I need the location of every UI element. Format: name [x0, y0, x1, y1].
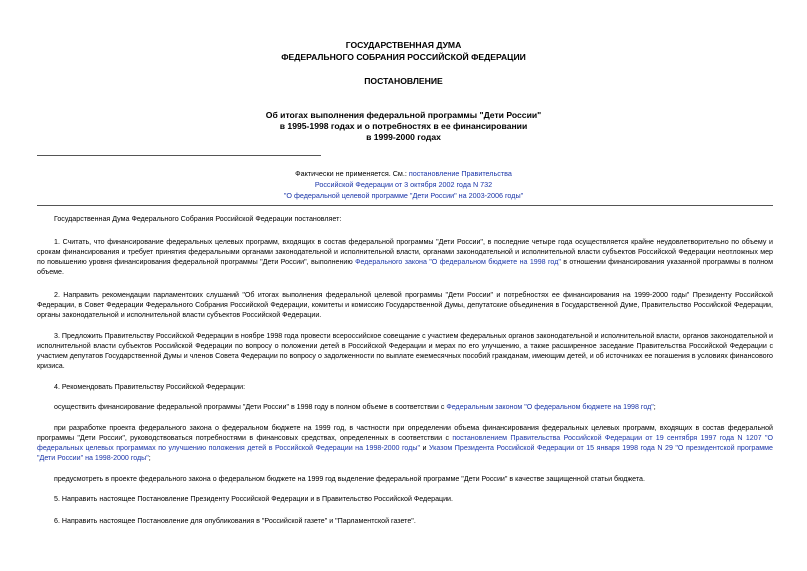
- issuer-line-1: ГОСУДАРСТВЕННАЯ ДУМА: [345, 40, 462, 50]
- status-note-link[interactable]: "О федеральной целевой программе "Дети России" на 2003-2006 годы": [283, 191, 524, 200]
- title-line-3: в 1999-2000 годах: [366, 132, 441, 142]
- government-resolution-link[interactable]: постановлением Правительства Российской Федерации от 19 сентября 1997 года N 1207 "О федеральных целевых программах по улучшению положения детей в Российской Федерации на 1998-2000 годы": [37, 434, 773, 452]
- paragraph-4a: осуществить финансирование федеральной программы "Дети России" в 1998 году в полном объеме в соответствии с Федеральным законом "О федеральном бюджете на 1998 год";: [54, 403, 656, 411]
- title-line-2: в 1995-1998 годах и о потребностях в ее финансировании: [279, 121, 528, 131]
- paragraph-6: 6. Направить настоящее Постановление для опубликования в "Российской газете" и "Парламентской газете".: [54, 517, 416, 525]
- paragraph-1: 1. Считать, что финансирование федеральных целевых программ, входящих в состав федеральной программы "Дети России", в последние четыре года осуществляется крайне неудовлетворительно по объему и срокам финансирования и требует принятия федеральными органами законодательной и исполнительной власти, органами законодательной и исполнительной власти субъектов Российской Федерации неотложных мер по повышению уровня финансирования федеральной программы "Дети России", выполнению Федерального закона "О федеральном бюджете на 1998 год" в отношении финансирования указанной программы в полном объеме.: [37, 238, 773, 276]
- federal-law-link[interactable]: Федеральным законом "О федеральном бюджете на 1998 год": [446, 403, 654, 411]
- issuer-line-2: ФЕДЕРАЛЬНОГО СОБРАНИЯ РОССИЙСКОЙ ФЕДЕРАЦИИ: [281, 52, 526, 62]
- status-note-prefix: Фактически не применяется. См.:: [295, 169, 409, 178]
- status-note-line-3: [0, 191, 807, 201]
- federal-law-link[interactable]: Федерального закона "О федеральном бюджете на 1998 год": [355, 258, 561, 266]
- status-note-link[interactable]: постановление Правительства: [408, 169, 512, 178]
- separator-line-full: [37, 205, 773, 206]
- status-note-link[interactable]: Российской Федерации от 3 октября 2002 года N 732: [314, 180, 493, 189]
- status-note-line-2: [0, 180, 807, 190]
- intro-paragraph: Государственная Дума Федерального Собрания Российской Федерации постановляет:: [54, 215, 342, 223]
- paragraph-4b: при разработке проекта федерального закона о федеральном бюджете на 1999 год, в частности при определении объема финансирования федеральных целевых программ, входящих в состав федеральной программы "Дети России", руководствоваться потребностями в финансовых средствах, определенных в соответствии с постановлением Правительства Российской Федерации от 19 сентября 1997 года N 1207 "О федеральных целевых программах по улучшению положения детей в Российской Федерации на 1998-2000 годы" и Указом Президента Российской Федерации от 15 января 1998 года N 29 "О президентской программе "Дети России" на 1998-2000 годы";: [37, 424, 773, 462]
- paragraph-3: 3. Предложить Правительству Российской Федерации в ноябре 1998 года провести всероссийское совещание с участием федеральных органов законодательной и исполнительной власти, органов законодательной и исполнительной власти субъектов Российской Федерации по вопросу о положении детей в Российской Федерации и мерах по его улучшению, а также расширенное заседание Правительства Российской Федерации с участием депутатов Государственной Думы и членов Совета Федерации по вопросу о задолженности по выплате ежемесячных пособий гражданам, имеющим детей, и об источниках ее погашения в условиях финансового кризиса.: [37, 332, 773, 370]
- separator-line: [37, 155, 321, 156]
- status-note-line-1: [0, 169, 807, 179]
- paragraph-2: 2. Направить рекомендации парламентских слушаний "Об итогах выполнения федеральной целевой программы "Дети России" и потребностях ее финансирования на 1999-2000 годы" Президенту Российской Федерации, в Совет Федерации Федерального Собрания Российской Федерации, комитеты и комиссию Государственной Думы, депутатские объединения в Государственной Думе, Правительство Российской Федерации, органы законодательной и исполнительной власти субъектов Российской Федерации.: [37, 291, 773, 319]
- paragraph-4c: предусмотреть в проекте федерального закона о федеральном бюджете на 1999 год выделение федеральной программе "Дети России" в качестве защищенной статьи бюджета.: [54, 475, 645, 483]
- paragraph-4: 4. Рекомендовать Правительству Российской Федерации:: [54, 383, 246, 391]
- paragraph-5: 5. Направить настоящее Постановление Президенту Российской Федерации и в Правительство Российской Федерации.: [54, 495, 453, 503]
- document-type: ПОСТАНОВЛЕНИЕ: [364, 76, 443, 86]
- presidential-decree-link[interactable]: Указом Президента Российской Федерации от 15 января 1998 года N 29 "О президентской программе "Дети России" на 1998-2000 годы": [37, 444, 773, 462]
- title-line-1: Об итогах выполнения федеральной программы "Дети России": [265, 110, 542, 120]
